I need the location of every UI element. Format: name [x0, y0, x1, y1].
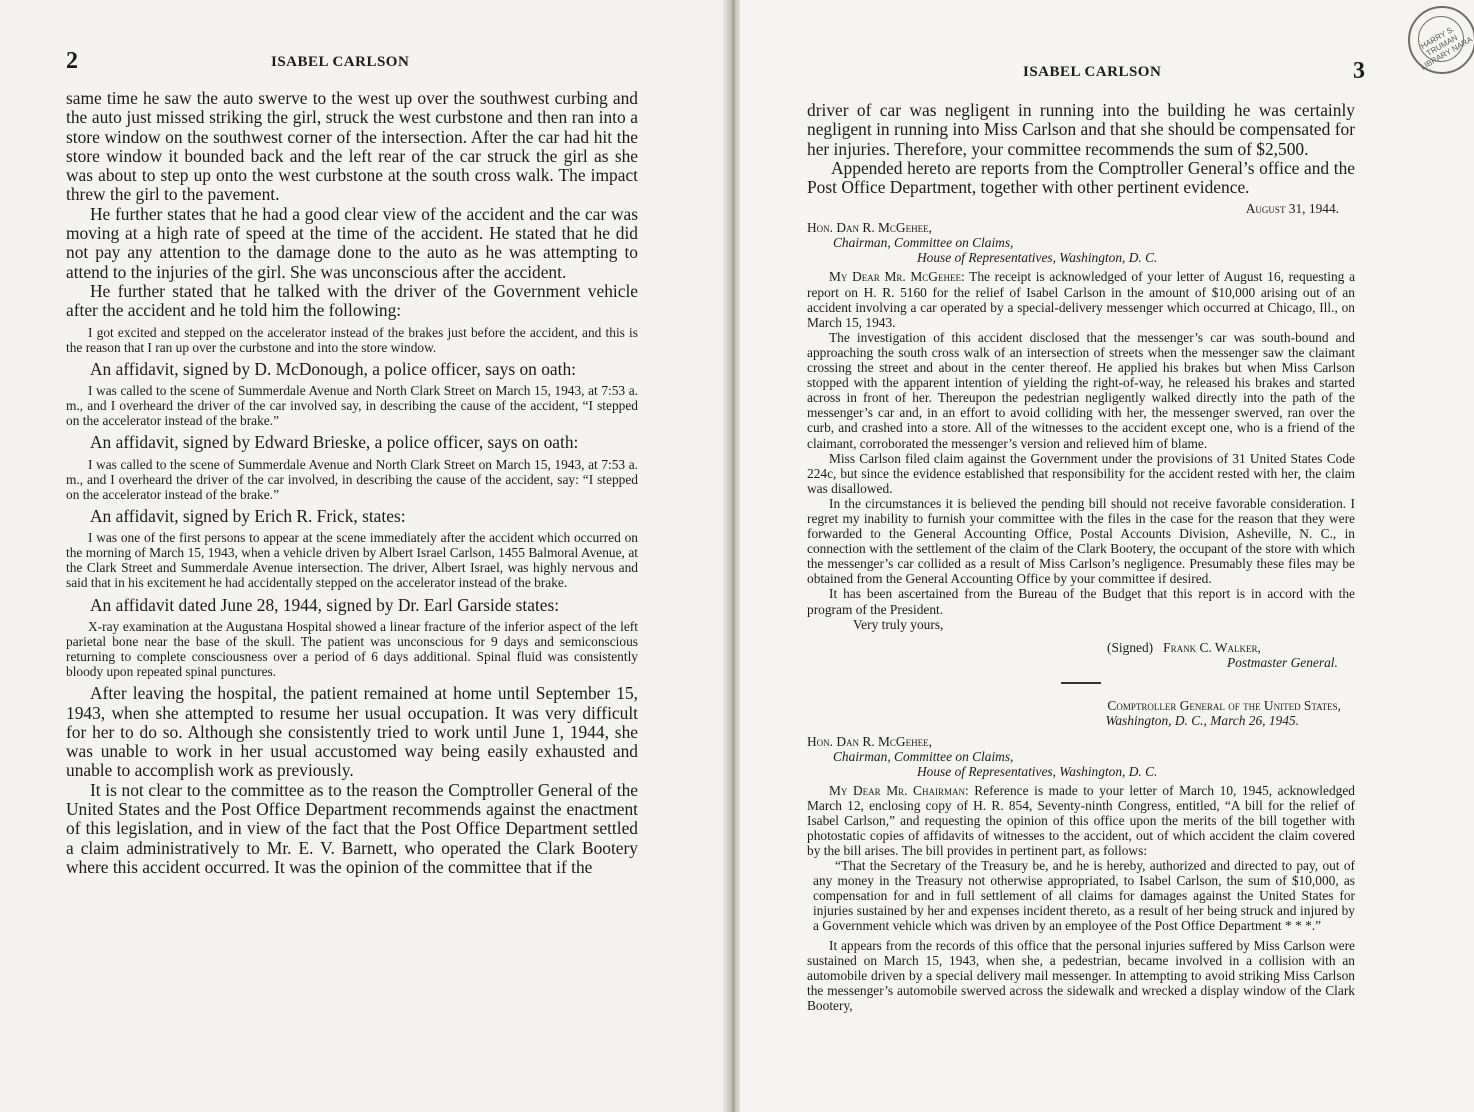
paragraph: It is not clear to the committee as to the reason the Comptroller General of the United States and the Post Office Department recommends against the enactment of this legislation, and in view of the fact that the Post Office Department settled a claim administratively to Mr. E. V. Barnett, who operated the Clark Bootery where this accident occurred. It was the opinion of the committee that if the [66, 779, 638, 877]
left-page [0, 0, 728, 1112]
addressee-title: Chairman, Committee on Claims, [833, 748, 1014, 764]
paragraph: He further states that he had a good clear view of the accident and the car was moving at a high rate of speed at the time of the accident. He stated that he did not pay any attention to the damage done to the auto as he was attempting to attend to the injuries of the girl. She was unconscious after the accident. [66, 203, 638, 282]
paragraph: He further stated that he talked with the driver of the Government vehicle after the accident and he told him the following: [66, 280, 638, 321]
letterhead: Comptroller General of the United States, [1107, 697, 1341, 713]
left-page-body [66, 89, 638, 877]
paragraph: An affidavit dated June 28, 1944, signed by Dr. Earl Garside states: [90, 594, 560, 615]
right-page-body [807, 101, 1355, 1013]
letter-paragraph [807, 269, 1355, 329]
quoted-statement: I was called to the scene of Summerdale Avenue and North Clark Street on March 15, 1943, at 7:53 a. m., and I overheard the driver of the car involved say, in describing the cause of the accident, “I stepped on the accelerator instead of the brake.” [66, 383, 638, 429]
paragraph: After leaving the hospital, the patient remained at home until September 15, 1943, when she attempted to resume her usual occupation. It was very difficult for her to do so. Although she consistently tried to work until June 1, 1944, she was unable to work in her usual accustomed way being easily exhausted and unable to accomplish work as previously. [66, 683, 638, 781]
addressee-place: House of Representatives, Washington, D. C. [917, 763, 1158, 779]
quoted-statement: I was called to the scene of Summerdale Avenue and North Clark Street on March 15, 1943, at 7:53 a. m., and I overheard the driver of the car involved, in describing the cause of the accident, say: “I stepped on the accelerator instead of the brake.” [66, 456, 638, 502]
signature-line [807, 640, 1355, 655]
quoted-statement: I was one of the first persons to appear at the scene immediately after the accident which occurred on the morning of March 15, 1943, when a vehicle driven by Albert Israel Carlson, 1455 Balmoral Avenue, at the Clark Street and Summerdale Avenue intersection. The driver, Albert Israel, was highly nervous and said that in his excitement he had accidentally stepped on the accelerator instead of the brake. [66, 530, 638, 591]
letterhead-place-date: Washington, D. C., March 26, 1945. [1105, 712, 1299, 728]
running-head-right: ISABEL CARLSON [1023, 64, 1162, 80]
letter-closing: Very truly yours, [853, 616, 944, 632]
letter-text: The receipt is acknowledged of your letter of August 16, requesting a report on H. R. 5160 for the relief of Isabel Carlson in the amount of $10,000 arising out of an accident involving a car operated by a special-delivery messenger which occurred at Chicago, Ill., on March 15, 1943. [807, 269, 1356, 330]
paragraph: same time he saw the auto swerve to the west up over the southwest curbing and the auto just missed striking the girl, struck the west curbstone and then ran into a store window on the southwest corner of the intersection. After the car had hit the store window it bounded back and the left rear of the car struck the girl as she was about to step up onto the west curbstone at the south cross walk. The impact threw the girl to the pavement. [66, 88, 638, 205]
page-number-right: 3 [1353, 58, 1365, 84]
right-page [740, 0, 1474, 1112]
addressee-title: Chairman, Committee on Claims, [833, 235, 1014, 251]
library-stamp [1408, 6, 1474, 74]
quoted-statement: I got excited and stepped on the accelerator instead of the brakes just before the accident, and this is the reason that I ran up over the curbstone and into the store window. [66, 324, 638, 355]
paragraph: Appended hereto are reports from the Comptroller General’s office and the Post Office Department, together with other pertinent evidence. [807, 157, 1355, 198]
letter-address-block [807, 734, 1355, 779]
letter-paragraph: The investigation of this accident disclosed that the messenger’s car was south-bound and approaching the south cross walk of an intersection of streets when the messenger saw the claimant crossing the street and about in the center thereof. He applied his brakes but when Miss Carlson stopped with the apparent intention of yielding the right-of-way, he released his brakes and started across in front of her. Thereupon the pedestrian negligently walked directly into the path of the messenger’s car and, in an effort to avoid colliding with her, the messenger swerved, ran over the curb, and crashed into a store. All of the witnesses to the accident except one, who is a friend of the claimant, corroborated the messenger’s version and relieved him of blame. [807, 329, 1355, 451]
salutation: My Dear Mr. Chairman: [829, 782, 969, 798]
paragraph: An affidavit, signed by Edward Brieske, a police officer, says on oath: [90, 432, 579, 453]
letter-paragraph: Miss Carlson filed claim against the Government under the provisions of 31 United States Code 224c, but since the evidence established that responsibility for the accident rested with her, the claim was disallowed. [807, 450, 1355, 496]
letter-date: August 31, 1944. [1245, 201, 1339, 217]
paragraph: An affidavit, signed by D. McDonough, a police officer, says on oath: [90, 358, 576, 379]
letter-paragraph: It appears from the records of this office that the personal injuries suffered by Miss Carlson were sustained on March 15, 1943, when she, a pedestrian, became involved in a collision with an automobile driven by a special delivery mail messenger. In attempting to avoid striking Miss Carlson the messenger’s automobile swerved across the sidewalk and wrecked a display window of the Clark Bootery, [807, 937, 1355, 1013]
salutation: My Dear Mr. McGehee: [829, 269, 965, 285]
page-number-left: 2 [66, 48, 78, 74]
stamp-text: HARRY S. TRUMAN LIBRARY NARA [1418, 24, 1474, 72]
addressee-name: Hon. Dan R. McGehee, [807, 733, 932, 749]
running-head-left: ISABEL CARLSON [271, 54, 410, 70]
addressee-name: Hon. Dan R. McGehee, [807, 220, 932, 236]
letter-paragraph [807, 783, 1355, 858]
letter-address-block [807, 220, 1355, 265]
signer-name: Frank C. Walker, [1163, 639, 1261, 655]
paragraph: driver of car was negligent in running into the building he was certainly negligent in running into Miss Carlson and that she should be compensated for her injuries. Therefore, your committee recommends the sum of $2,500. [807, 100, 1355, 159]
signed-label: (Signed) [1107, 639, 1154, 655]
quoted-bill-text: “That the Secretary of the Treasury be, and he is hereby, authorized and directed to pay, out of any money in the Treasury not otherwise appropriated, to Isabel Carlson, the sum of $10,000, as compensation for and in full settlement of all claims for damages against the United States for injuries sustained by her and expenses incident thereto, as a result of her being struck and injured by a Government vehicle which was driven by an employee of the Post Office Department * * *.” [813, 858, 1355, 934]
section-divider [1061, 682, 1101, 684]
quoted-statement: X-ray examination at the Augustana Hospital showed a linear fracture of the inferior aspect of the left parietal bone near the base of the skull. The patient was unconscious for 9 days and semiconscious returning to complete consciousness over a period of 6 days additional. Spinal fluid was consistently bloody upon repeated spinal punctures. [66, 618, 638, 680]
letter-paragraph: In the circumstances it is believed the pending bill should not receive favorable consideration. I regret my inability to furnish your committee with the files in the case for the reason that they were forwarded to the General Accounting Office, Postal Accounts Division, Asheville, N. C., in connection with the settlement of the claim of the Clark Bootery, the occupant of the store with which the messenger’s car collided as a result of Miss Carlson’s negligence. Presumably these files may be obtained from the General Accounting Office by your committee if desired. [807, 495, 1355, 587]
paragraph: An affidavit, signed by Erich R. Frick, states: [90, 505, 406, 526]
signer-title: Postmaster General. [1227, 654, 1338, 670]
letter-text: Reference is made to your letter of March 10, 1945, acknowledged March 12, enclosing copy of H. R. 854, Seventy-ninth Congress, entitled, “A bill for the relief of Isabel Carlson,” and requesting the opinion of this office upon the merits of the bill together with photostatic copies of affidavits of witnesses to the accident, out of which accident the claim covered by the bill arises. The bill provides in pertinent part, as follows: [807, 782, 1355, 859]
addressee-place: House of Representatives, Washington, D. C. [917, 250, 1158, 266]
letter-paragraph: It has been ascertained from the Bureau of the Budget that this report is in accord with the program of the President. [807, 586, 1355, 617]
